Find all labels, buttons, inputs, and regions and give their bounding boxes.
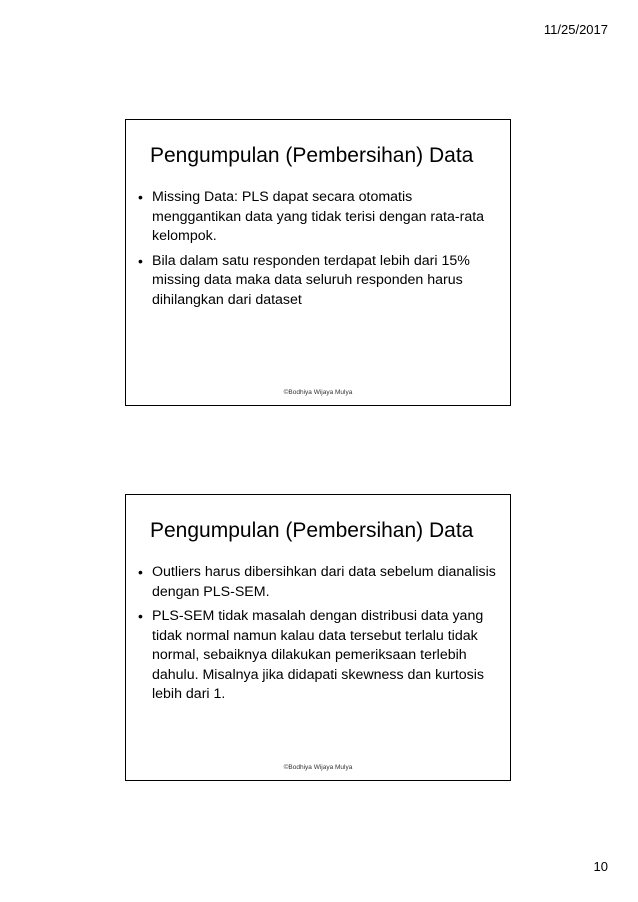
slide-title: Pengumpulan (Pembersihan) Data — [150, 144, 474, 167]
slide-footer: ©Bodhiya Wijaya Mulya — [283, 389, 353, 396]
page-date: 11/25/2017 — [543, 22, 608, 37]
slide-footer: ©Bodhiya Wijaya Mulya — [283, 764, 353, 771]
bullet-text: Missing Data: PLS dapat secara otomatis menggantikan data yang tidak terisi dengan rata-rata kelompok. — [152, 189, 485, 244]
bullet-item — [138, 563, 498, 602]
bullet-list — [138, 188, 498, 315]
bullet-text: PLS-SEM tidak masalah dengan distribusi data yang tidak normal namun kalau data tersebut terlalu tidak normal, sebaiknya dilakukan pemeriksaan terlebih dahulu. Misalnya jika didapati skewness dan kurtosis lebih dari 1. — [152, 608, 485, 702]
bullet-item — [138, 188, 498, 247]
bullet-text: Bila dalam satu responden terdapat lebih dari 15% missing data maka data seluruh responden harus dihilangkan dari dataset — [152, 252, 470, 308]
bullet-icon: • — [138, 564, 143, 580]
page-number: 10 — [593, 859, 608, 874]
slide-title: Pengumpulan (Pembersihan) Data — [150, 519, 474, 542]
bullet-item — [138, 607, 498, 705]
bullet-icon: • — [138, 189, 143, 205]
bullet-list — [138, 563, 498, 710]
bullet-text: Outliers harus dibersihkan dari data sebelum dianalisis dengan PLS-SEM. — [152, 564, 496, 600]
bullet-icon: • — [138, 608, 143, 624]
slide-thumbnail — [125, 494, 511, 781]
bullet-icon: • — [138, 252, 143, 269]
slide-thumbnail — [125, 119, 511, 406]
bullet-item — [138, 252, 498, 311]
